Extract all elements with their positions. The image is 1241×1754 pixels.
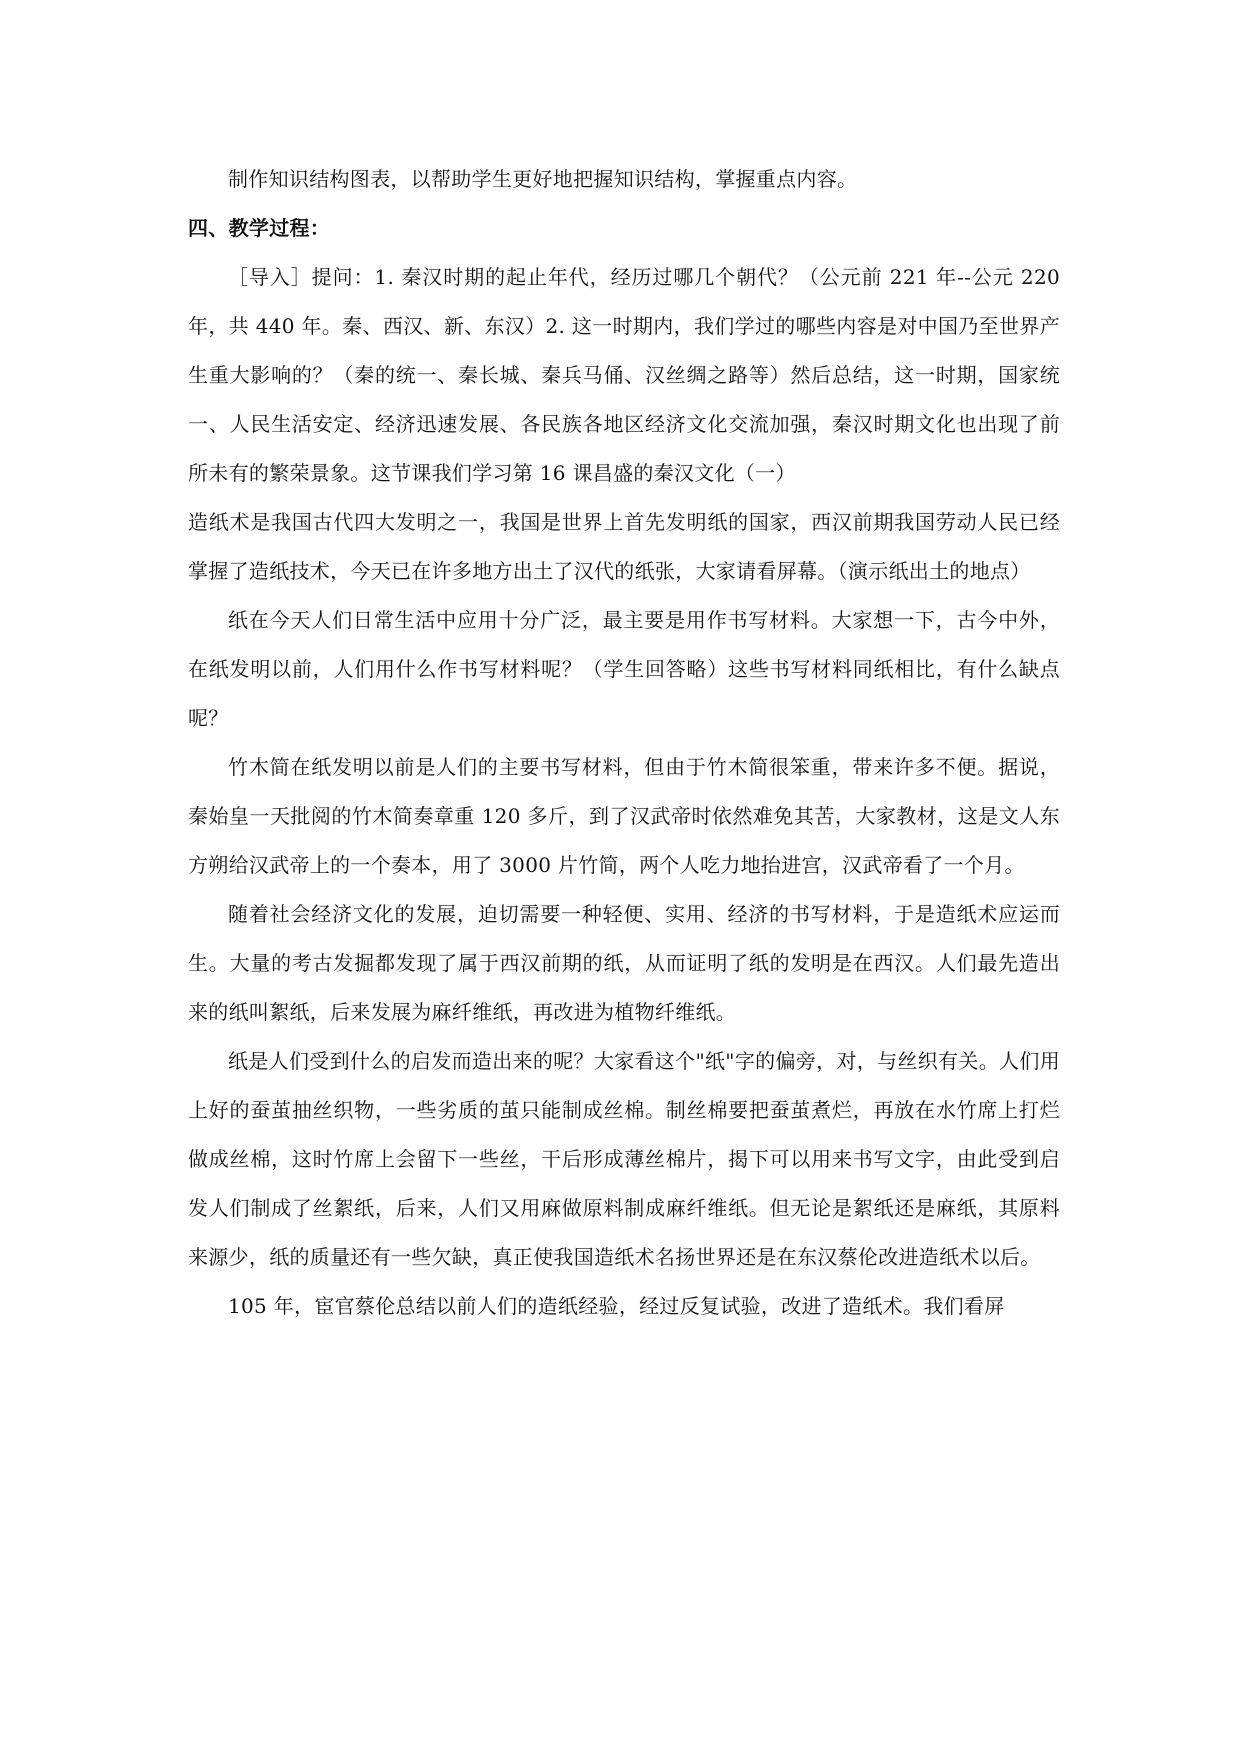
section-heading-teaching-process: 四、教学过程： (188, 216, 331, 240)
paragraph-structure-chart: 制作知识结构图表，以帮助学生更好地把握知识结构，掌握重点内容。 (228, 167, 858, 191)
paragraph-writing-materials: 纸在今天人们日常生活中应用十分广泛，最主要是用作书写材料。大家想一下，古今中外，在纸发明以前，人们用什么作书写材料呢？（学生回答略）这些书写材料同纸相比，有什么缺点呢？ (188, 608, 1060, 730)
paragraph-cai-lun: 105 年，宦官蔡伦总结以前人们的造纸经验，经过反复试验，改进了造纸术。我们看屏 (228, 1294, 1005, 1318)
document-body (188, 155, 1060, 1331)
paragraph-bamboo-slips: 竹木简在纸发明以前是人们的主要书写材料，但由于竹木简很笨重，带来许多不便。据说，秦始皇一天批阅的竹木简奏章重 120 多斤，到了汉武帝时依然难免其苦，大家教材，这是文人东方朔给汉武帝上的一个奏本，用了 3000 片竹简，两个人吃力地抬进宫，汉武帝看了一个月。 (188, 755, 1060, 877)
paragraph-paper-invention: 造纸术是我国古代四大发明之一，我国是世界上首先发明纸的国家，西汉前期我国劳动人民已经掌握了造纸技术，今天已在许多地方出土了汉代的纸张，大家请看屏幕。（演示纸出土的地点） (188, 510, 1060, 583)
paragraph-intro-question: ［导入］提问：1. 秦汉时期的起止年代，经历过哪几个朝代？（公元前 221 年--公元 220 年，共 440 年。秦、西汉、新、东汉）2. 这一时期内，我们学过的哪些内容是对中国乃至世界产生重大影响的？（秦的统一、秦长城、秦兵马俑、汉丝绸之路等）然后总结，这一时期，国家统一、人民生活安定、经济迅速发展、各民族各地区经济文化交流加强，秦汉时期文化也出现了前所未有的繁荣景象。这节课我们学习第 16 课昌盛的秦汉文化（一） (188, 265, 1060, 485)
paragraph-paper-inspiration: 纸是人们受到什么的启发而造出来的呢？大家看这个"纸"字的偏旁，对，与丝织有关。人们用上好的蚕茧抽丝织物，一些劣质的茧只能制成丝棉。制丝棉要把蚕茧煮烂，再放在水竹席上打烂做成丝棉，这时竹席上会留下一些丝，干后形成薄丝棉片，揭下可以用来书写文字，由此受到启发人们制成了丝絮纸，后来，人们又用麻做原料制成麻纤维纸。但无论是絮纸还是麻纸，其原料来源少，纸的质量还有一些欠缺，真正使我国造纸术名扬世界还是在东汉蔡伦改进造纸术以后。 (188, 1049, 1060, 1269)
paragraph-paper-development: 随着社会经济文化的发展，迫切需要一种轻便、实用、经济的书写材料，于是造纸术应运而生。大量的考古发掘都发现了属于西汉前期的纸，从而证明了纸的发明是在西汉。人们最先造出来的纸叫絮纸，后来发展为麻纤维纸，再改进为植物纤维纸。 (188, 902, 1060, 1024)
